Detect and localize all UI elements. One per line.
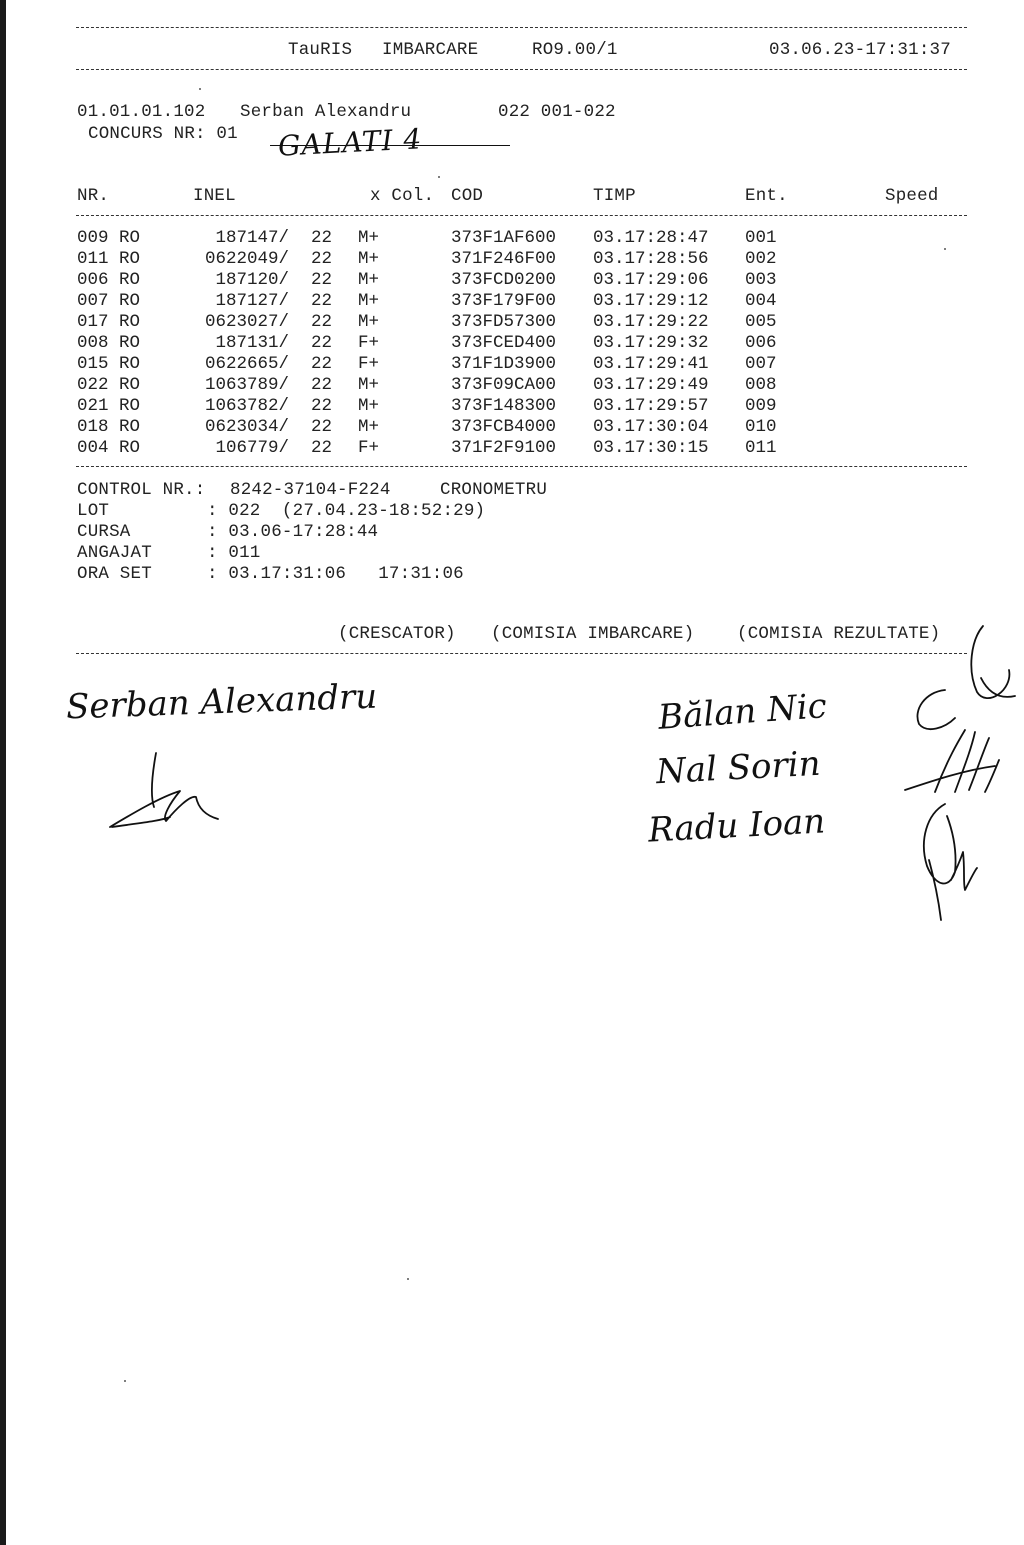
cell-ent: 010 <box>745 417 777 437</box>
caption-comisia-rezultate: (COMISIA REZULTATE) <box>737 624 941 644</box>
cell-sex: M+ <box>358 249 380 269</box>
col-header-timp: TIMP <box>593 186 636 206</box>
cell-year: 22 <box>311 312 333 332</box>
cell-year: 22 <box>311 228 333 248</box>
cursa-label: CURSA <box>77 522 131 542</box>
cell-cod: 373F148300 <box>451 396 557 416</box>
table-row <box>0 375 1024 396</box>
cell-nr: 022 RO <box>77 375 141 395</box>
cell-year: 22 <box>311 354 333 374</box>
cell-timp: 03.17:29:32 <box>593 333 709 353</box>
cell-nr: 009 RO <box>77 228 141 248</box>
control-label: CONTROL NR.: <box>77 480 206 500</box>
commission-member-2: Nal Sorin <box>655 743 822 793</box>
cell-sex: M+ <box>358 291 380 311</box>
cell-cod: 373FCED400 <box>451 333 557 353</box>
cell-ent: 002 <box>745 249 777 269</box>
cell-inel: 0623027/ <box>204 312 289 332</box>
cell-sex: M+ <box>358 228 380 248</box>
cell-ent: 009 <box>745 396 777 416</box>
angajat-label: ANGAJAT <box>77 543 152 563</box>
handwritten-location: GALATI 4 <box>277 122 424 163</box>
col-header-inel: INEL <box>193 186 236 206</box>
cell-year: 22 <box>311 417 333 437</box>
caption-comisia-imbarcare: (COMISIA IMBARCARE) <box>491 624 695 644</box>
table-row <box>0 249 1024 270</box>
angajat-value: : 011 <box>207 543 261 563</box>
commission-member-3: Radu Ioan <box>647 801 827 851</box>
cell-year: 22 <box>311 270 333 290</box>
divider-header <box>76 69 967 70</box>
cell-nr: 004 RO <box>77 438 141 458</box>
scan-speck <box>944 248 946 250</box>
cell-timp: 03.17:28:47 <box>593 228 709 248</box>
cell-inel: 1063789/ <box>204 375 289 395</box>
cell-nr: 017 RO <box>77 312 141 332</box>
col-header-speed: Speed <box>885 186 939 206</box>
cell-timp: 03.17:30:15 <box>593 438 709 458</box>
device-name: CRONOMETRU <box>440 480 548 500</box>
cell-sex: F+ <box>358 438 380 458</box>
table-row <box>0 333 1024 354</box>
cell-cod: 373FCD0200 <box>451 270 557 290</box>
cell-sex: M+ <box>358 312 380 332</box>
version: RO9.00/1 <box>532 40 618 60</box>
breeder-signature <box>100 745 230 835</box>
commission-signatures <box>905 620 1024 920</box>
cell-year: 22 <box>311 396 333 416</box>
divider-table-head <box>76 215 967 216</box>
cell-cod: 371F2F9100 <box>451 438 557 458</box>
cell-inel: 106779/ <box>215 438 289 458</box>
cell-ent: 007 <box>745 354 777 374</box>
cell-cod: 373F179F00 <box>451 291 557 311</box>
cell-timp: 03.17:29:49 <box>593 375 709 395</box>
table-row <box>0 354 1024 375</box>
cell-cod: 373FCB4000 <box>451 417 557 437</box>
cell-sex: F+ <box>358 354 380 374</box>
cell-ent: 005 <box>745 312 777 332</box>
cell-timp: 03.17:29:57 <box>593 396 709 416</box>
cell-year: 22 <box>311 333 333 353</box>
cell-nr: 008 RO <box>77 333 141 353</box>
cell-nr: 006 RO <box>77 270 141 290</box>
commission-member-1: Bălan Nic <box>656 686 828 738</box>
cell-timp: 03.17:29:12 <box>593 291 709 311</box>
ora-set-label: ORA SET <box>77 564 152 584</box>
scan-speck <box>438 176 440 178</box>
cell-nr: 015 RO <box>77 354 141 374</box>
cell-timp: 03.17:29:41 <box>593 354 709 374</box>
cell-year: 22 <box>311 291 333 311</box>
cell-cod: 373FD57300 <box>451 312 557 332</box>
cursa-value: : 03.06-17:28:44 <box>207 522 379 542</box>
cell-timp: 03.17:30:04 <box>593 417 709 437</box>
scan-speck <box>124 1380 126 1382</box>
ora-set-value: : 03.17:31:06 17:31:06 <box>207 564 464 584</box>
cell-cod: 373F09CA00 <box>451 375 557 395</box>
cell-year: 22 <box>311 249 333 269</box>
cell-year: 22 <box>311 438 333 458</box>
cell-inel: 187120/ <box>215 270 289 290</box>
print-datetime: 03.06.23-17:31:37 <box>769 40 951 60</box>
breeder-handwritten-name: Serban Alexandru <box>65 676 378 728</box>
cell-inel: 187147/ <box>215 228 289 248</box>
cell-inel: 1063782/ <box>204 396 289 416</box>
cell-sex: M+ <box>358 417 380 437</box>
strike-line <box>270 145 510 146</box>
table-row <box>0 438 1024 459</box>
scan-speck <box>199 88 201 90</box>
col-header-cod: COD <box>451 186 484 206</box>
table-row <box>0 396 1024 417</box>
cell-sex: M+ <box>358 270 380 290</box>
cell-inel: 0623034/ <box>204 417 289 437</box>
cell-ent: 003 <box>745 270 777 290</box>
caption-crescator: (CRESCATOR) <box>338 624 456 644</box>
cell-ent: 004 <box>745 291 777 311</box>
table-row <box>0 270 1024 291</box>
cell-inel: 0622049/ <box>204 249 289 269</box>
document-title: IMBARCARE <box>382 40 479 60</box>
cell-sex: M+ <box>358 375 380 395</box>
cell-ent: 006 <box>745 333 777 353</box>
table-row <box>0 291 1024 312</box>
cell-sex: M+ <box>358 396 380 416</box>
cell-nr: 011 RO <box>77 249 141 269</box>
cell-timp: 03.17:28:56 <box>593 249 709 269</box>
cell-nr: 021 RO <box>77 396 141 416</box>
divider-table-end <box>76 466 967 467</box>
table-row <box>0 228 1024 249</box>
divider-top <box>76 27 967 28</box>
divider-signatures <box>76 653 967 654</box>
col-header-ent: Ent. <box>745 186 788 206</box>
cell-nr: 007 RO <box>77 291 141 311</box>
cell-cod: 371F1D3900 <box>451 354 557 374</box>
cell-ent: 011 <box>745 438 777 458</box>
cell-ent: 008 <box>745 375 777 395</box>
cell-timp: 03.17:29:22 <box>593 312 709 332</box>
owner-range: 022 001-022 <box>498 102 616 122</box>
cell-sex: F+ <box>358 333 380 353</box>
cell-timp: 03.17:29:06 <box>593 270 709 290</box>
scan-speck <box>407 1278 409 1280</box>
lot-value: : 022 (27.04.23-18:52:29) <box>207 501 486 521</box>
col-header-nr: NR. <box>77 186 110 206</box>
cell-inel: 187127/ <box>215 291 289 311</box>
cell-cod: 373F1AF600 <box>451 228 557 248</box>
table-row <box>0 312 1024 333</box>
owner-name: Serban Alexandru <box>240 102 412 122</box>
cell-inel: 0622665/ <box>204 354 289 374</box>
cell-nr: 018 RO <box>77 417 141 437</box>
system-name: TauRIS <box>288 40 353 60</box>
cell-inel: 187131/ <box>215 333 289 353</box>
concurs-number: CONCURS NR: 01 <box>88 124 238 144</box>
cell-year: 22 <box>311 375 333 395</box>
control-value: 8242-37104-F224 <box>230 480 391 500</box>
owner-id: 01.01.01.102 <box>77 102 206 122</box>
table-row <box>0 417 1024 438</box>
lot-label: LOT <box>77 501 110 521</box>
cell-ent: 001 <box>745 228 777 248</box>
cell-cod: 371F246F00 <box>451 249 557 269</box>
col-header-col: x Col. <box>370 186 435 206</box>
